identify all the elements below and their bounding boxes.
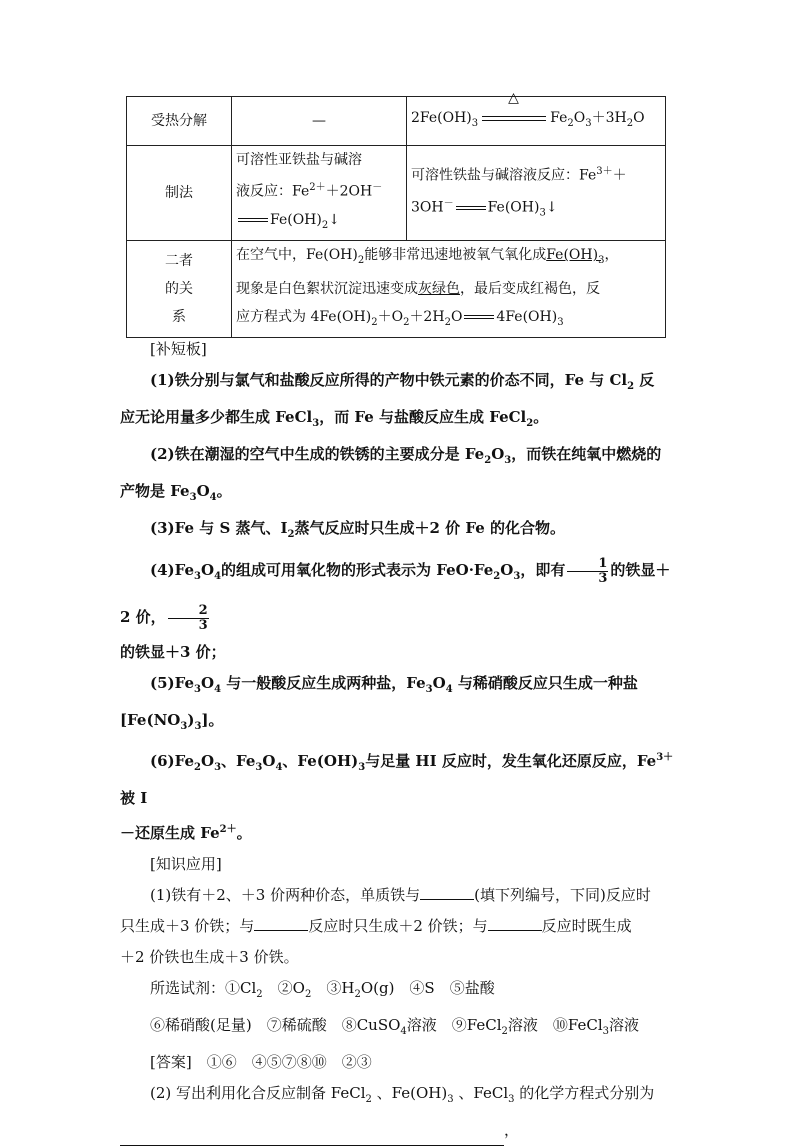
row-head: 制法 bbox=[127, 146, 232, 241]
answer-blank[interactable] bbox=[488, 916, 542, 931]
decomposition-equation: $2Fe(OH)_3$ △ $Fe_2O_3+3H_2O$ bbox=[407, 97, 666, 146]
question: (2) 写出利用化合反应制备 FeCl$_2$ 、$Fe(OH)_3$ 、FeCl$_3$ 的化学方程式分别为 bbox=[150, 1084, 655, 1105]
paragraph: (2)铁在潮湿的空气中生成的铁锈的主要成分是 $Fe_2O_3$，而铁在纯氧中燃烧的 bbox=[150, 445, 662, 466]
question: (1)铁有＋2、＋3 价两种价态，单质铁与 (填下列编号，下同)反应时 bbox=[150, 886, 651, 904]
paragraph: 产物是 $Fe_3O_4$。 bbox=[120, 482, 232, 503]
paragraph: (1)铁分别与氯气和盐酸反应所得的产物中铁元素的价态不同，Fe 与 $Cl_2$ 反 bbox=[150, 371, 655, 392]
cell-text: — bbox=[232, 97, 407, 146]
heat-equals-sign bbox=[482, 90, 546, 125]
relationship-text: 在空气中，$Fe(OH)_2$能够非常迅速地被氧气氧化成$Fe(OH)_3$， 现象是白色絮状沉淀迅速变成灰绿色，最后变成红褐色，反 应方程式为 $4Fe(OH)_2+O_2+2H_2O$ $4Fe(OH)_3$ bbox=[232, 241, 666, 338]
paragraph: $(5)Fe_3O_4$ 与一般酸反应生成两种盐，$Fe_3O_4$ 与稀硝酸反应只生成一种盐 bbox=[150, 674, 638, 695]
answer-line: [答案] ①⑥ ④⑤⑦⑧⑩ ②③ bbox=[150, 1053, 372, 1071]
fraction-one-third: $\frac{1}{3}$ bbox=[567, 557, 608, 586]
paragraph: 应无论用量多少都生成 FeCl$_3$，而 Fe 与盐酸反应生成 FeCl$_2$。 bbox=[120, 408, 549, 429]
question: 只生成＋3 价铁；与 反应时只生成＋2 价铁；与 反应时既生成 bbox=[120, 917, 632, 935]
answer-blank[interactable] bbox=[254, 916, 308, 931]
answer-blank[interactable] bbox=[120, 1127, 504, 1146]
paragraph: (3)Fe 与 S 蒸气、$I_2$蒸气反应时只生成＋2 价 Fe 的化合物。 bbox=[150, 519, 565, 540]
row-head: 二者 的关 系 bbox=[127, 241, 232, 338]
section-heading: [补短板] bbox=[150, 340, 207, 358]
paragraph: $(4)Fe_3O_4$的组成可用氧化物的形式表示为 $FeO\cdot Fe_2O_3$，即有 $\frac{1}{3}$ 的铁显＋2 价， $\frac{2}{3}$ bbox=[120, 555, 671, 633]
table-row bbox=[127, 241, 666, 338]
table-row bbox=[127, 146, 666, 241]
preparation-fe-oh3: 可溶性铁盐与碱溶液反应：$Fe^{3+}+$ 3OH－ $Fe(OH)_3↓$ bbox=[407, 146, 666, 241]
table-row bbox=[127, 97, 666, 146]
properties-table bbox=[126, 90, 666, 338]
paragraph: －还原生成 $Fe^{2+}$。 bbox=[120, 824, 252, 842]
reagent-list: ⑥稀硝酸(足量) ⑦稀硫酸 ⑧CuSO$_4$溶液 ⑨FeCl$_2$溶液 ⑩FeCl$_3$溶液 bbox=[150, 1016, 640, 1037]
text-body bbox=[120, 334, 676, 1146]
paragraph: $[Fe(NO_3)_3]$。 bbox=[120, 711, 224, 732]
section-heading: [知识应用] bbox=[150, 855, 222, 873]
row-head: 受热分解 bbox=[127, 97, 232, 146]
question: ， bbox=[120, 1115, 676, 1146]
preparation-fe-oh2: 可溶性亚铁盐与碱溶 液反应：$Fe^{2+}+2OH^-$ $Fe(OH)_2↓$ bbox=[232, 146, 407, 241]
answer-blank[interactable] bbox=[420, 885, 474, 900]
paragraph: 的铁显＋3 价； bbox=[120, 643, 226, 661]
fraction-two-thirds: $\frac{2}{3}$ bbox=[168, 604, 209, 633]
paragraph: $(6)Fe_2O_3$、$Fe_3O_4$、$Fe(OH)_3$与足量 HI 反应时，发生氧化还原反应，$Fe^{3+}$被 I bbox=[120, 752, 674, 807]
reagent-list: 所选试剂：$①Cl_2$ $②O_2$ $③H_2O(g)$ ④S ⑤盐酸 bbox=[150, 979, 495, 1000]
heat-triangle-icon: △ bbox=[508, 90, 519, 107]
question: ＋2 价铁也生成＋3 价铁。 bbox=[120, 948, 299, 966]
